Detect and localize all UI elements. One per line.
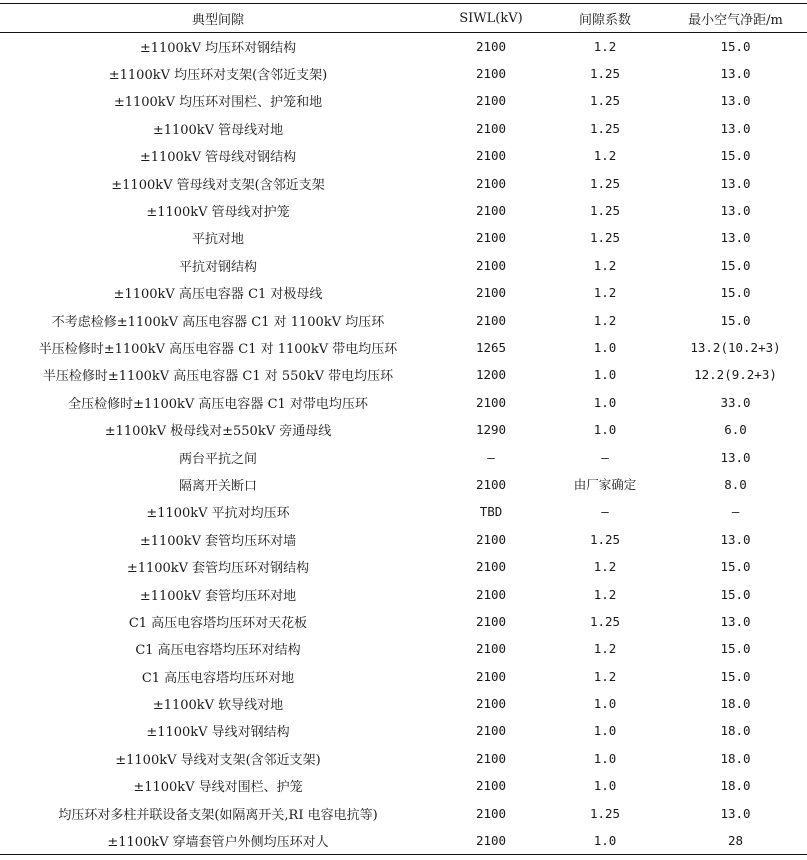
siwl-cell: 1200	[475, 367, 507, 383]
gap-factor-cell: 1.25	[589, 531, 621, 547]
gap-type-cell: ±1100kV 套管均压环对墙	[139, 533, 297, 549]
column-header-gap-type: 典型间隙	[0, 4, 436, 33]
table-row	[0, 279, 807, 306]
siwl-cell: 2100	[475, 257, 507, 273]
table-row	[0, 142, 807, 169]
gap-factor-cell: 1.2	[593, 641, 617, 657]
min-clearance-cell: 13.0	[720, 230, 751, 246]
siwl-cell: 2100	[475, 750, 507, 766]
gap-factor-cell: 1.25	[589, 120, 621, 136]
min-clearance-cell: 15.0	[720, 641, 751, 657]
min-clearance-cell: 15.0	[720, 559, 751, 575]
table-row	[0, 471, 807, 498]
min-clearance-cell: 13.0	[720, 66, 751, 82]
gap-type-cell: 平抗对钢结构	[178, 259, 257, 275]
siwl-cell: —	[487, 449, 495, 465]
gap-type-cell: ±1100kV 均压环对围栏、护笼和地	[113, 95, 323, 111]
siwl-cell: 2100	[475, 723, 507, 739]
gap-factor-cell: 1.0	[593, 367, 617, 383]
siwl-cell: 2100	[475, 613, 507, 629]
gap-type-cell: ±1100kV 管母线对钢结构	[139, 150, 297, 166]
table-header-row	[0, 4, 807, 33]
table-row	[0, 115, 807, 142]
table-row	[0, 416, 807, 443]
min-clearance-cell: 13.0	[720, 120, 751, 136]
table-body	[0, 33, 807, 855]
siwl-cell: 2100	[475, 285, 507, 301]
column-header-min-clearance: 最小空气净距/m	[664, 4, 807, 33]
table-row	[0, 745, 807, 772]
table-row	[0, 169, 807, 196]
gap-factor-cell: 1.0	[593, 422, 617, 438]
gap-type-cell: C1 高压电容塔均压环对结构	[135, 643, 301, 659]
table-row	[0, 389, 807, 416]
gap-type-cell: ±1100kV 穿墙套管户外侧均压环对人	[0, 827, 436, 854]
gap-type-cell: ±1100kV 导线对支架(含邻近支架)	[115, 752, 321, 768]
gap-type-cell: ±1100kV 软导线对地	[152, 698, 284, 714]
gap-factor-cell: 1.2	[593, 559, 617, 575]
gap-factor-cell: 1.25	[589, 805, 621, 821]
gap-type-cell: ±1100kV 管母线对支架(含邻近支架	[111, 177, 325, 193]
table-row	[0, 498, 807, 525]
min-clearance-cell: —	[731, 504, 740, 520]
min-clearance-cell: 15.0	[720, 257, 751, 273]
gap-type-cell: ±1100kV 导线对钢结构	[146, 725, 290, 741]
min-clearance-cell: 13.0	[720, 175, 751, 191]
gap-factor-cell: 1.2	[593, 312, 617, 328]
gap-factor-cell: 1.0	[593, 778, 617, 794]
gap-type-cell: ±1100kV 均压环对支架(含邻近支架)	[108, 68, 328, 84]
gap-factor-cell: 1.0	[593, 339, 617, 355]
min-clearance-cell: 13.0	[720, 805, 751, 821]
table-row	[0, 306, 807, 333]
siwl-cell: 2100	[475, 696, 507, 712]
siwl-cell: 2100	[475, 559, 507, 575]
siwl-cell: 2100	[436, 827, 546, 854]
siwl-cell: 2100	[475, 203, 507, 219]
table-row	[0, 635, 807, 662]
gap-type-cell: ±1100kV 套管均压环对地	[139, 588, 297, 604]
siwl-cell: 2100	[475, 668, 507, 684]
gap-factor-cell: 1.25	[589, 203, 621, 219]
table-row	[0, 662, 807, 689]
table-row	[0, 252, 807, 279]
gap-type-cell: 半压检修时±1100kV 高压电容器 C1 对 1100kV 带电均压环	[38, 341, 398, 357]
gap-factor-cell: 1.2	[593, 586, 617, 602]
gap-type-cell: ±1100kV 套管均压环对钢结构	[126, 561, 310, 577]
min-clearance-cell: 8.0	[724, 476, 747, 492]
gap-factor-cell: 1.2	[593, 285, 617, 301]
siwl-cell: 1290	[475, 422, 507, 438]
min-clearance-cell: 12.2(9.2+3)	[694, 367, 777, 383]
column-header-gap-factor: 间隙系数	[546, 4, 664, 33]
min-clearance-cell: 18.0	[720, 778, 751, 794]
table-row	[0, 717, 807, 744]
min-clearance-cell: 18.0	[720, 723, 751, 739]
siwl-cell: 2100	[475, 394, 507, 410]
min-clearance-cell: 13.0	[720, 613, 751, 629]
gap-factor-cell: 1.25	[589, 613, 621, 629]
gap-type-cell: ±1100kV 平抗对均压环	[146, 506, 290, 522]
min-clearance-cell: 6.0	[724, 422, 747, 438]
gap-type-cell: ±1100kV 均压环对钢结构	[139, 40, 297, 56]
table-row	[0, 580, 807, 607]
siwl-cell: 1265	[475, 339, 507, 355]
gap-type-cell: 隔离开关断口	[178, 478, 257, 494]
gap-type-cell: 不考虑检修±1100kV 高压电容器 C1 对 1100kV 均压环	[51, 314, 385, 330]
clearance-table-container	[0, 3, 807, 855]
min-clearance-cell: 15.0	[720, 586, 751, 602]
gap-factor-cell: 1.25	[589, 66, 621, 82]
siwl-cell: 2100	[475, 120, 507, 136]
table-row	[0, 608, 807, 635]
table-row	[0, 799, 807, 826]
min-clearance-cell: 15.0	[720, 285, 751, 301]
siwl-cell: 2100	[475, 586, 507, 602]
table-row	[0, 361, 807, 388]
gap-factor-cell: 1.0	[593, 750, 617, 766]
gap-type-cell: ±1100kV 高压电容器 C1 对极母线	[113, 287, 323, 303]
table-row	[0, 334, 807, 361]
siwl-cell: 2100	[475, 805, 507, 821]
min-clearance-cell: 15.0	[720, 668, 751, 684]
gap-type-cell: 半压检修时±1100kV 高压电容器 C1 对 550kV 带电均压环	[42, 369, 394, 385]
gap-factor-cell: 1.2	[593, 148, 617, 164]
siwl-cell: 2100	[475, 230, 507, 246]
gap-factor-cell: —	[601, 449, 609, 465]
siwl-cell: TBD	[479, 504, 503, 520]
siwl-cell: 2100	[475, 38, 507, 54]
gap-factor-cell: 1.0	[546, 827, 664, 854]
gap-type-cell: ±1100kV 导线对围栏、护笼	[133, 780, 303, 796]
gap-type-cell: ±1100kV 管母线对护笼	[146, 205, 290, 221]
min-clearance-cell: 13.0	[720, 449, 751, 465]
siwl-cell: 2100	[475, 93, 507, 109]
min-clearance-cell: 13.0	[720, 93, 751, 109]
siwl-cell: 2100	[475, 148, 507, 164]
min-clearance-cell: 13.2(10.2+3)	[690, 339, 781, 355]
gap-factor-cell: 1.25	[589, 175, 621, 191]
min-clearance-cell: 15.0	[720, 312, 751, 328]
gap-type-cell: C1 高压电容塔均压环对天花板	[128, 615, 308, 631]
siwl-cell: 2100	[475, 175, 507, 191]
min-clearance-cell: 13.0	[720, 531, 751, 547]
siwl-cell: 2100	[475, 66, 507, 82]
gap-factor-cell: 1.0	[593, 723, 617, 739]
gap-type-cell: ±1100kV 极母线对±550kV 旁通母线	[104, 424, 332, 440]
gap-factor-cell: 1.2	[593, 668, 617, 684]
gap-factor-cell: 1.2	[593, 257, 617, 273]
table-row	[0, 224, 807, 251]
table-row	[0, 772, 807, 799]
min-clearance-cell: 28	[664, 827, 807, 854]
table-row	[0, 60, 807, 87]
table-row	[0, 197, 807, 224]
table-row	[0, 827, 807, 854]
min-clearance-cell: 15.0	[720, 38, 751, 54]
table-row	[0, 87, 807, 114]
gap-factor-cell: 1.0	[593, 696, 617, 712]
gap-type-cell: 全压检修时±1100kV 高压电容器 C1 对带电均压环	[68, 396, 368, 412]
gap-type-cell: 平抗对地	[191, 232, 244, 248]
table-row	[0, 443, 807, 470]
gap-type-cell: 两台平抗之间	[178, 451, 257, 467]
min-clearance-cell: 18.0	[720, 750, 751, 766]
min-clearance-cell: 15.0	[720, 148, 751, 164]
table-row	[0, 690, 807, 717]
gap-type-cell: C1 高压电容塔均压环对地	[141, 670, 295, 686]
gap-type-cell: ±1100kV 管母线对地	[152, 122, 284, 138]
gap-factor-cell: 1.25	[589, 93, 621, 109]
table-row	[0, 553, 807, 580]
column-header-siwl: SIWL(kV)	[436, 4, 546, 33]
siwl-cell: 2100	[475, 641, 507, 657]
siwl-cell: 2100	[475, 312, 507, 328]
siwl-cell: 2100	[475, 476, 507, 492]
siwl-cell: 2100	[475, 531, 507, 547]
clearance-table	[0, 3, 807, 855]
table-row	[0, 33, 807, 60]
gap-factor-cell: 由厂家确定	[573, 477, 637, 493]
min-clearance-cell: 18.0	[720, 696, 751, 712]
gap-factor-cell: 1.2	[593, 38, 617, 54]
min-clearance-cell: 33.0	[720, 394, 751, 410]
gap-factor-cell: 1.0	[593, 394, 617, 410]
gap-factor-cell: 1.25	[589, 230, 621, 246]
siwl-cell: 2100	[475, 778, 507, 794]
gap-type-cell: 均压环对多柱并联设备支架(如隔离开关,RI 电容电抗等)	[58, 807, 378, 823]
gap-factor-cell: —	[601, 504, 609, 520]
table-row	[0, 526, 807, 553]
min-clearance-cell: 13.0	[720, 203, 751, 219]
